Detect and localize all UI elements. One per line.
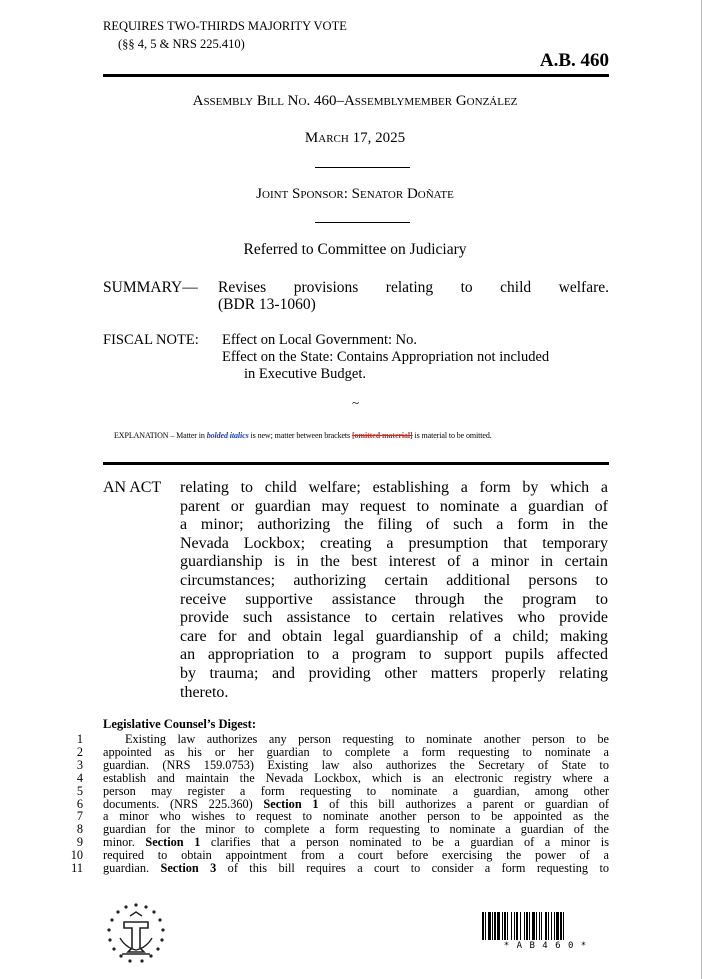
bill-date: March 17, 2025 xyxy=(304,130,406,146)
barcode-text: * A B 4 6 0 * xyxy=(503,941,588,951)
act-line-3: a minor; authorizing the filing of such a form in the xyxy=(180,516,608,534)
barcode-bar xyxy=(502,912,503,940)
digest-text: appointed as his or her guardian to complete a form requesting to nominate a xyxy=(103,744,609,759)
barcode-bar xyxy=(545,912,547,940)
explanation-new: bolded italics xyxy=(206,431,249,440)
explanation-prefix: EXPLANATION – Matter in xyxy=(114,431,207,440)
barcode-bar xyxy=(511,912,512,940)
bill-number: A.B. 460 xyxy=(539,50,609,71)
line-number: 8 xyxy=(76,822,83,837)
digest-text: minor. xyxy=(103,835,146,850)
digest-text: required to obtain appointment from a court before exercising the power of a xyxy=(103,848,609,863)
digest-text: Existing law authorizes any person requesting to nominate another person to be xyxy=(125,732,609,746)
nevada-seal-icon xyxy=(104,902,168,966)
act-line-10: an appropriation to a program to support pupils affected xyxy=(180,646,608,664)
line-number: 9 xyxy=(76,835,83,850)
act-line-11: by trauma; and providing other matters properly relating xyxy=(180,665,608,682)
act-line-6: circumstances; authorizing certain additional persons to xyxy=(180,572,608,589)
summary-text: Revises provisions relating to child welfare. xyxy=(218,279,609,296)
barcode-bar xyxy=(494,912,496,940)
barcode-bar xyxy=(560,912,562,940)
digest-text: guardian. (NRS 159.0753) Existing law also authorizes the Secretary of State to xyxy=(103,757,609,772)
digest-text: a minor who wishes to request to nominate another person to be appointed as the xyxy=(103,809,609,824)
committee-referral: Referred to Committee on Judiciary xyxy=(243,241,467,258)
section-ref: Section 3 xyxy=(160,861,217,875)
vote-requirement: REQUIRES TWO-THIRDS MAJORITY VOTE xyxy=(103,19,347,33)
barcode-bar xyxy=(485,912,486,940)
barcode-bar xyxy=(541,912,542,940)
explanation-omitted: [omitted material] xyxy=(351,431,413,440)
explanation-suffix: is material to be omitted. xyxy=(412,431,492,440)
fiscal-state: Effect on the State: Contains Appropriation not included xyxy=(222,349,550,365)
title-divider xyxy=(315,167,410,168)
digest-text: clarifies that a person nominated to be a guardian of a minor is xyxy=(200,835,609,850)
barcode-bar xyxy=(482,912,484,940)
barcode-bar xyxy=(507,912,508,940)
act-line-7: receive supportive assistance through the program to xyxy=(180,590,608,608)
digest-text: establish and maintain the Nevada Lockbox, which is an electronic registry where a xyxy=(103,770,609,785)
vote-sections: (§§ 4, 5 & NRS 225.410) xyxy=(118,37,245,51)
line-number: 3 xyxy=(76,757,83,772)
section-ref: Section 1 xyxy=(145,835,201,850)
header-rule xyxy=(103,74,609,77)
sponsor-divider xyxy=(315,222,410,223)
act-lead: AN ACT xyxy=(103,479,162,496)
barcode-bar xyxy=(504,912,506,940)
barcode-bar xyxy=(551,912,552,940)
barcode-bar xyxy=(497,912,500,940)
barcode-bar xyxy=(536,912,537,940)
digest-text: documents. (NRS 225.360) xyxy=(103,796,264,811)
fiscal-local: Effect on Local Government: No. xyxy=(222,332,418,348)
barcode-bar xyxy=(563,912,564,940)
act-line-2: parent or guardian may request to nominate a guardian of xyxy=(180,497,608,515)
barcode-bar xyxy=(539,912,540,940)
line-number: 2 xyxy=(76,744,83,759)
barcode-bar xyxy=(520,912,521,940)
digest-line-11 xyxy=(103,862,609,875)
line-number: 1 xyxy=(76,732,83,746)
line-number: 4 xyxy=(76,770,83,785)
barcode-bar xyxy=(492,912,493,940)
barcode-bar xyxy=(488,912,491,940)
digest-text: person may register a form requesting to nominate a guardian, among other xyxy=(103,783,609,798)
line-number: 10 xyxy=(70,848,83,863)
joint-sponsor: Joint Sponsor: Senator Doñate xyxy=(256,186,454,202)
digest-text: of this bill authorizes a parent or guardian of xyxy=(318,796,609,811)
barcode-bar xyxy=(554,912,555,940)
act-line-8: provide such assistance to certain relatives who provide xyxy=(180,609,608,627)
explanation-note xyxy=(114,431,492,440)
line-number: 7 xyxy=(76,809,83,824)
fiscal-note-label: FISCAL NOTE: xyxy=(103,332,199,348)
bill-title: Assembly Bill No. 460–Assemblymember González xyxy=(192,93,518,109)
tilde-mark: ~ xyxy=(352,395,360,410)
section-ref: Section 1 xyxy=(263,796,319,811)
explanation-middle: is new; matter between brackets xyxy=(248,431,352,440)
line-number: 6 xyxy=(76,796,83,811)
explanation-rule xyxy=(103,462,609,465)
digest-text: guardian. xyxy=(103,861,161,875)
act-line-4: Nevada Lockbox; creating a presumption that temporary xyxy=(180,534,608,552)
summary-label: SUMMARY— xyxy=(103,279,198,296)
summary-bdr: (BDR 13-1060) xyxy=(218,296,316,313)
digest-text: of this bill requires a court to consider a form requesting to xyxy=(216,861,610,875)
barcode-bar xyxy=(532,912,535,940)
barcode-bar xyxy=(514,912,515,940)
line-number: 11 xyxy=(71,861,83,875)
barcode-bar xyxy=(529,912,530,940)
barcode-bar xyxy=(526,912,528,940)
fiscal-state-cont: in Executive Budget. xyxy=(244,366,367,382)
barcode-bar xyxy=(524,912,525,940)
act-line-12: thereto. xyxy=(180,683,229,701)
act-line-9: care for and obtain legal guardianship of a child; making xyxy=(180,627,608,645)
barcode-bar xyxy=(516,912,518,940)
digest-text: guardian for the minor to complete a form requesting to nominate a guardian of the xyxy=(103,822,609,837)
barcode-bar xyxy=(556,912,559,940)
act-line-5: guardianship is in the best interest of a minor in certain xyxy=(180,553,608,571)
barcode-bar xyxy=(548,912,549,940)
act-line-1: relating to child welfare; establishing a form by which a xyxy=(180,479,608,496)
line-number: 5 xyxy=(76,783,83,798)
digest-heading: Legislative Counsel’s Digest: xyxy=(103,717,256,731)
